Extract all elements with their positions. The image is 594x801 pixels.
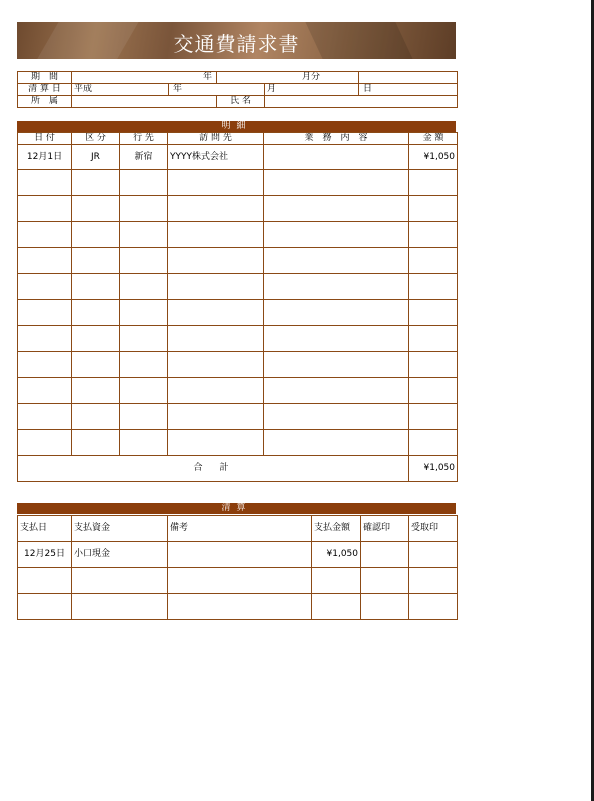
- cell[interactable]: [361, 568, 409, 594]
- cell[interactable]: [409, 300, 458, 326]
- page-title: 交通費請求書: [173, 32, 300, 56]
- cell[interactable]: [72, 378, 120, 404]
- table-row: [18, 352, 458, 378]
- cell[interactable]: [168, 222, 264, 248]
- col-destination: 行 先: [120, 133, 168, 145]
- cell[interactable]: [72, 300, 120, 326]
- settlement-table: [17, 515, 458, 620]
- col-fund: 支払資金: [72, 516, 168, 542]
- cell[interactable]: [18, 274, 72, 300]
- period-blank[interactable]: [359, 72, 458, 84]
- table-row: [18, 248, 458, 274]
- cell[interactable]: [120, 248, 168, 274]
- cell[interactable]: [18, 352, 72, 378]
- table-row: [18, 274, 458, 300]
- cell[interactable]: [264, 300, 409, 326]
- cell[interactable]: [18, 430, 72, 456]
- cell[interactable]: [120, 404, 168, 430]
- header-info-table: [17, 71, 458, 108]
- table-row: [18, 378, 458, 404]
- row-fund[interactable]: 小口現金: [72, 542, 168, 568]
- col-business: 業 務 内 容: [264, 133, 409, 145]
- cell[interactable]: [168, 378, 264, 404]
- table-row: [18, 594, 458, 620]
- name-field[interactable]: [265, 96, 458, 108]
- col-receipt-seal: 受取印: [409, 516, 458, 542]
- cell[interactable]: [72, 170, 120, 196]
- cell[interactable]: [168, 274, 264, 300]
- cell[interactable]: [264, 404, 409, 430]
- detail-section-title: 明細: [17, 121, 456, 132]
- row-confirm-seal[interactable]: [361, 542, 409, 568]
- cell[interactable]: [168, 594, 312, 620]
- row-destination[interactable]: 新宿: [120, 145, 168, 170]
- cell[interactable]: [18, 170, 72, 196]
- table-row: [18, 568, 458, 594]
- total-label: 合 計: [18, 456, 409, 482]
- cell[interactable]: [409, 378, 458, 404]
- cell[interactable]: [72, 196, 120, 222]
- table-row: [18, 145, 458, 170]
- cell[interactable]: [264, 222, 409, 248]
- settle-date-label: 清 算 日: [18, 84, 72, 96]
- cell[interactable]: [409, 404, 458, 430]
- cell[interactable]: [72, 352, 120, 378]
- row-pay-amount[interactable]: ¥1,050: [312, 542, 361, 568]
- cell[interactable]: [168, 568, 312, 594]
- cell[interactable]: [409, 352, 458, 378]
- cell[interactable]: [72, 568, 168, 594]
- settle-month-label: 月: [265, 84, 359, 96]
- cell[interactable]: [409, 430, 458, 456]
- cell[interactable]: [120, 170, 168, 196]
- table-row: [18, 326, 458, 352]
- cell[interactable]: [120, 222, 168, 248]
- table-row: [18, 542, 458, 568]
- title-banner: [17, 22, 456, 59]
- cell[interactable]: [18, 378, 72, 404]
- cell[interactable]: [72, 222, 120, 248]
- cell[interactable]: [409, 170, 458, 196]
- cell[interactable]: [409, 222, 458, 248]
- cell[interactable]: [409, 248, 458, 274]
- cell[interactable]: [264, 430, 409, 456]
- col-confirm-seal: 確認印: [361, 516, 409, 542]
- cell[interactable]: [18, 248, 72, 274]
- row-date[interactable]: 12月1日: [18, 145, 72, 170]
- row-receipt-seal[interactable]: [409, 542, 458, 568]
- table-row: [18, 196, 458, 222]
- table-row: [18, 404, 458, 430]
- cell[interactable]: [18, 300, 72, 326]
- cell[interactable]: [361, 594, 409, 620]
- cell[interactable]: [264, 274, 409, 300]
- cell[interactable]: [120, 326, 168, 352]
- cell[interactable]: [72, 274, 120, 300]
- cell[interactable]: [168, 430, 264, 456]
- row-note[interactable]: [168, 542, 312, 568]
- cell[interactable]: [18, 568, 72, 594]
- detail-table: [17, 132, 458, 482]
- table-row: [18, 170, 458, 196]
- cell[interactable]: [264, 378, 409, 404]
- settlement-section-title: 清算: [17, 503, 456, 514]
- cell[interactable]: [264, 352, 409, 378]
- cell[interactable]: [120, 378, 168, 404]
- cell[interactable]: [168, 170, 264, 196]
- cell[interactable]: [409, 568, 458, 594]
- col-pay-amount: 支払金額: [312, 516, 361, 542]
- cell[interactable]: [168, 352, 264, 378]
- settle-year-label: 年: [169, 84, 265, 96]
- col-amount: 金 額: [409, 133, 458, 145]
- cell[interactable]: [72, 404, 120, 430]
- cell[interactable]: [168, 196, 264, 222]
- cell[interactable]: [120, 196, 168, 222]
- table-row: [18, 430, 458, 456]
- era-label: 平成: [74, 84, 93, 94]
- cell[interactable]: [120, 300, 168, 326]
- cell[interactable]: [120, 430, 168, 456]
- cell[interactable]: [18, 326, 72, 352]
- row-business[interactable]: [264, 145, 409, 170]
- total-row: [18, 456, 458, 482]
- cell[interactable]: [409, 326, 458, 352]
- cell[interactable]: [409, 274, 458, 300]
- cell[interactable]: [120, 352, 168, 378]
- dept-field[interactable]: [72, 96, 217, 108]
- period-label: 期 間: [18, 72, 72, 84]
- row-amount[interactable]: ¥1,050: [409, 145, 458, 170]
- cell[interactable]: [120, 274, 168, 300]
- cell[interactable]: [18, 196, 72, 222]
- cell[interactable]: [312, 594, 361, 620]
- cell[interactable]: [264, 196, 409, 222]
- cell[interactable]: [72, 430, 120, 456]
- cell[interactable]: [18, 222, 72, 248]
- col-category: 区 分: [72, 133, 120, 145]
- col-note: 備考: [168, 516, 312, 542]
- cell[interactable]: [264, 170, 409, 196]
- total-value: ¥1,050: [409, 456, 458, 482]
- period-month-label: 月分: [217, 72, 359, 84]
- cell[interactable]: [312, 568, 361, 594]
- col-visit: 訪 問 先: [168, 133, 264, 145]
- table-row: [18, 222, 458, 248]
- cell[interactable]: [72, 594, 168, 620]
- row-visit[interactable]: YYYY株式会社: [168, 145, 264, 170]
- col-pay-date: 支払日: [18, 516, 72, 542]
- cell[interactable]: [18, 404, 72, 430]
- period-year-label: 年: [72, 72, 217, 84]
- cell[interactable]: [409, 594, 458, 620]
- cell[interactable]: [168, 248, 264, 274]
- era-cell[interactable]: [72, 84, 169, 96]
- row-pay-date[interactable]: 12月25日: [18, 542, 72, 568]
- cell[interactable]: [72, 326, 120, 352]
- cell[interactable]: [18, 594, 72, 620]
- cell[interactable]: [168, 404, 264, 430]
- cell[interactable]: [168, 326, 264, 352]
- row-category[interactable]: JR: [72, 145, 120, 170]
- name-label: 氏 名: [217, 96, 265, 108]
- cell[interactable]: [264, 248, 409, 274]
- cell[interactable]: [168, 300, 264, 326]
- settle-day-label: 日: [359, 84, 458, 96]
- cell[interactable]: [72, 248, 120, 274]
- dept-label: 所 属: [18, 96, 72, 108]
- cell[interactable]: [264, 326, 409, 352]
- cell[interactable]: [409, 196, 458, 222]
- table-row: [18, 300, 458, 326]
- col-date: 日 付: [18, 133, 72, 145]
